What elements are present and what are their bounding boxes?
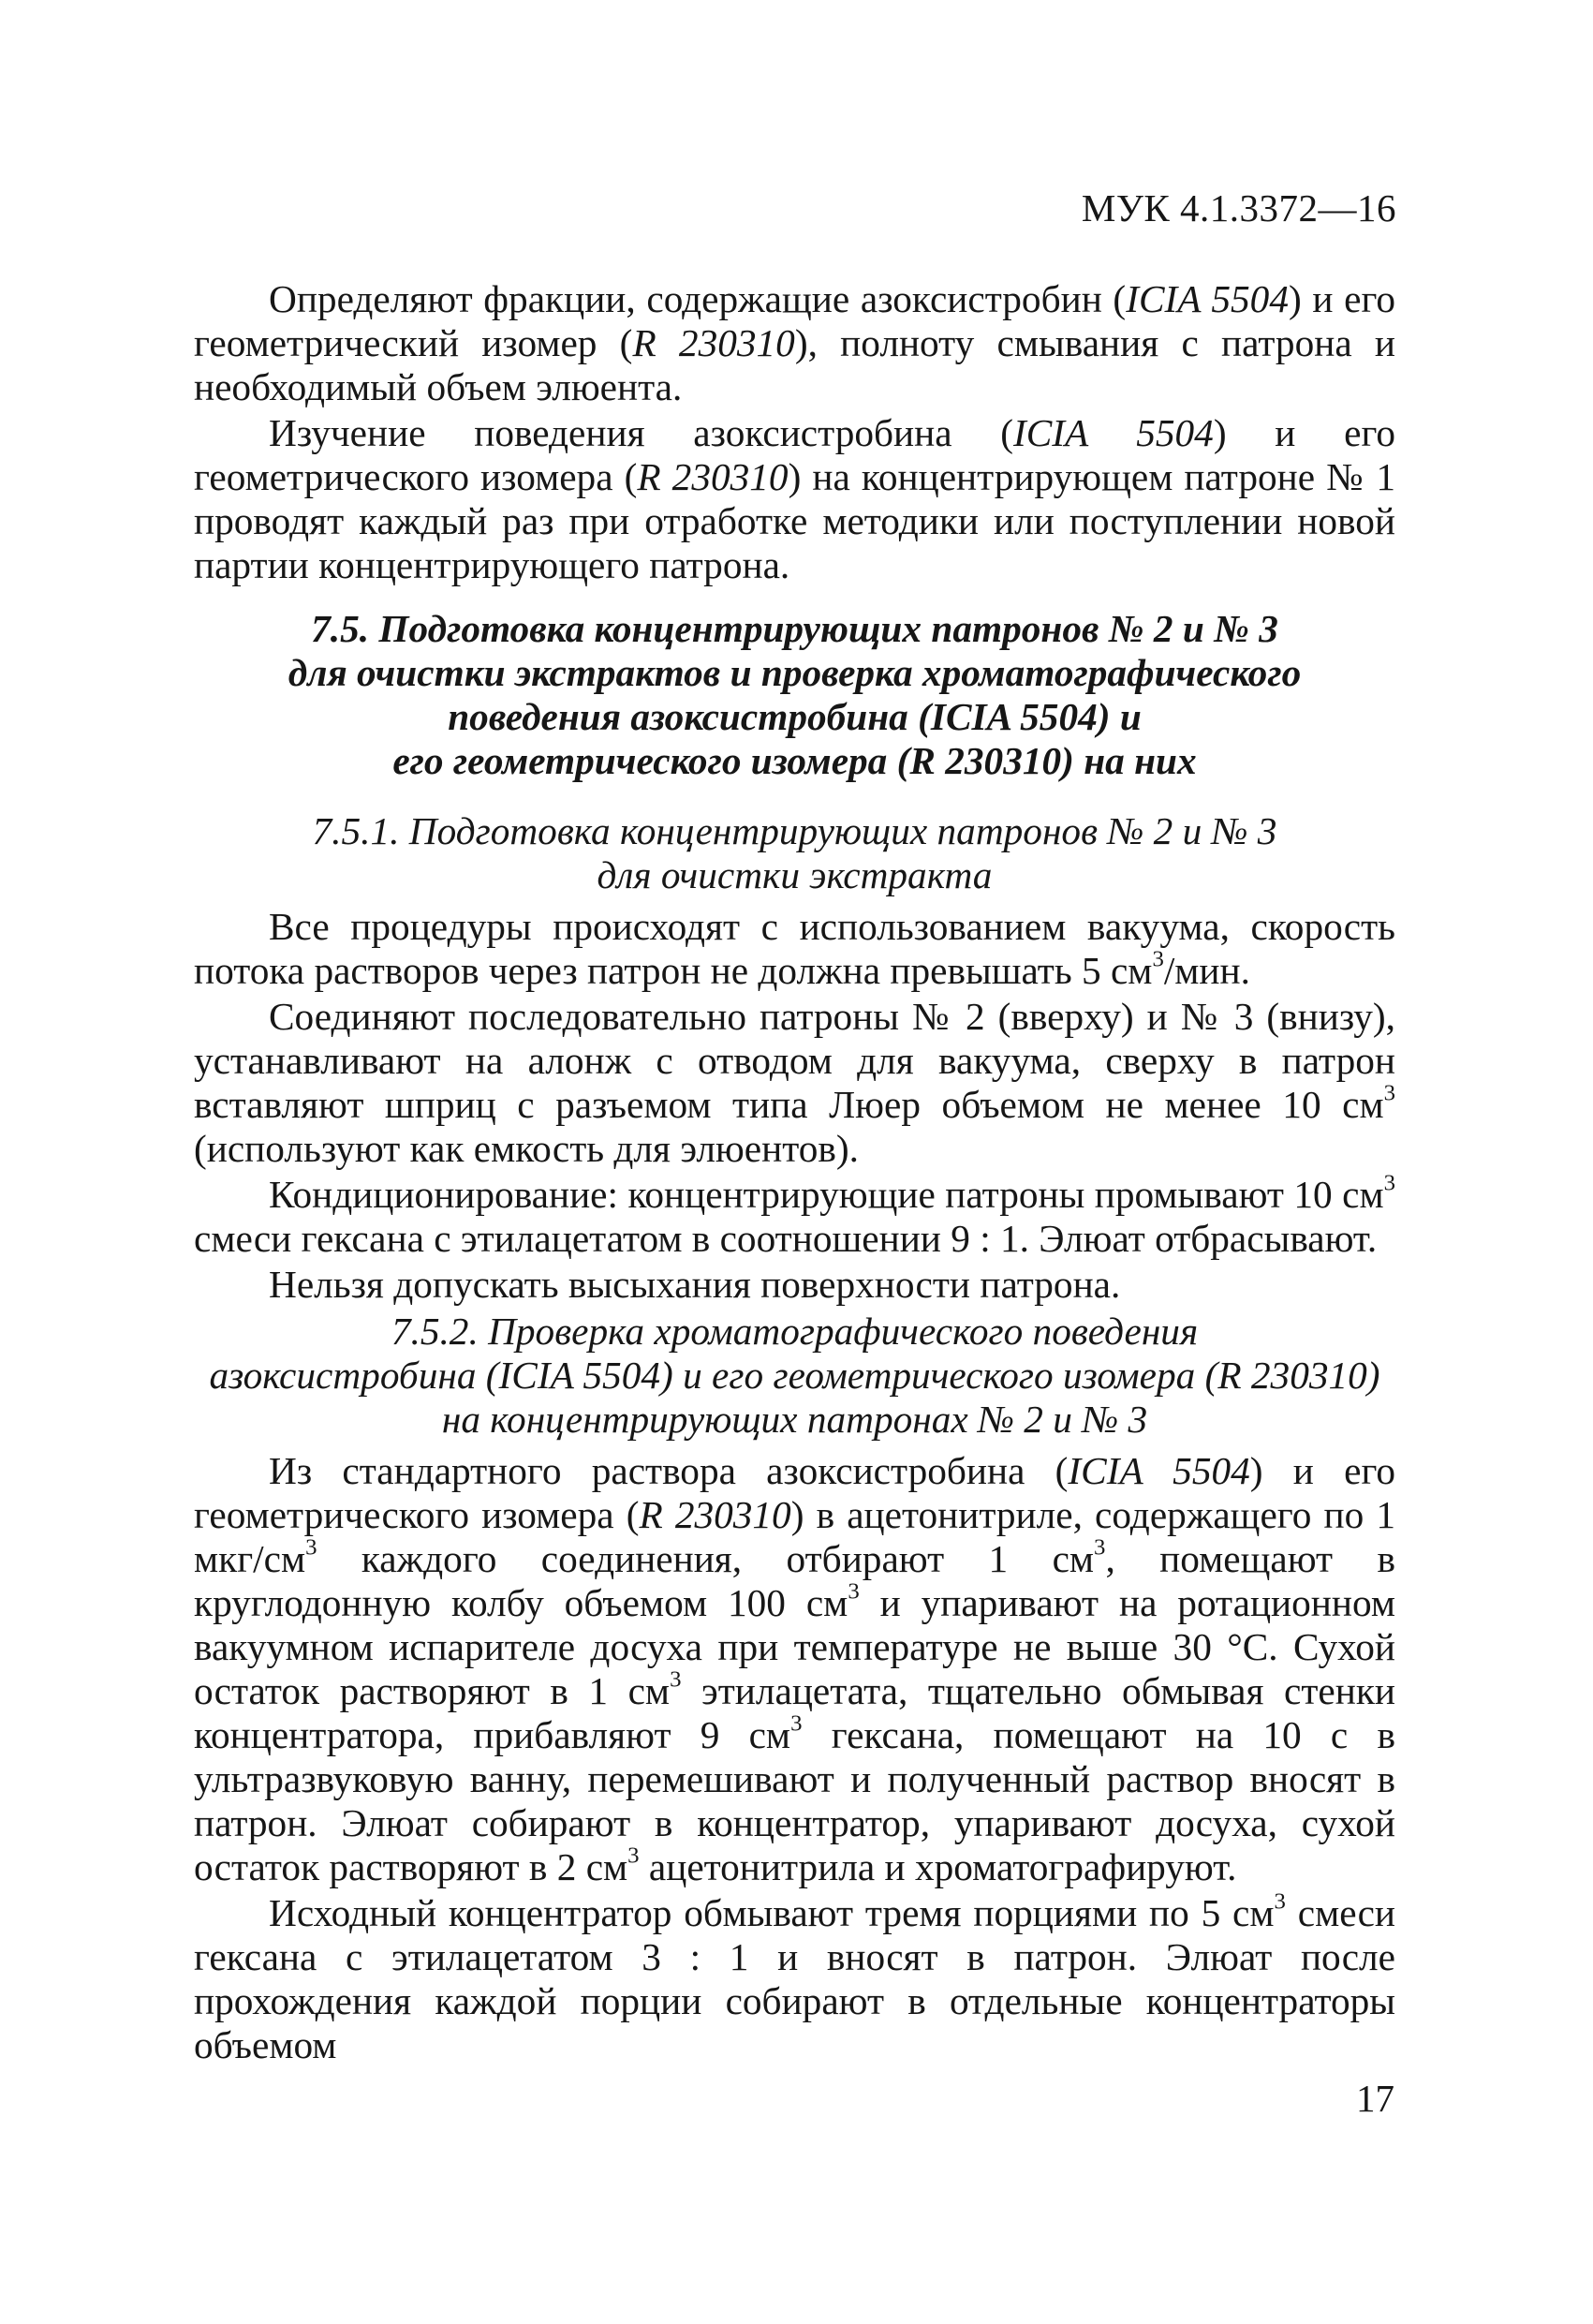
page-number: 17: [1356, 2077, 1394, 2120]
paragraph: [194, 995, 1395, 1171]
section-7-5-1-body: [194, 905, 1395, 1309]
section-7-5: [194, 607, 1395, 783]
superscript: 3: [1094, 1534, 1106, 1561]
italic-term: R 230310: [639, 1493, 791, 1536]
italic-term: ICIA 5504: [1013, 411, 1214, 454]
section-heading-line: 7.5. Подготовка концентрирующих патронов № 2 и № 3: [311, 607, 1278, 650]
text-run: и упаривают на ротационном вакуумном испарителе досуха при температуре не выше 30 °С. Сухой остаток растворяют в 1 см: [194, 1581, 1395, 1712]
text-run: ) в ацетонитриле, содержащего по 1 мкг/см: [194, 1493, 1395, 1580]
text-run: гексана, помещают на 10 с в ультразвуковую ванну, перемешивают и полученный раствор вносят в патрон. Элюат собирают в концентратор, упаривают досуха, сухой остаток растворяют в 2 см: [194, 1713, 1395, 1888]
paragraph: [194, 1263, 1395, 1307]
text-run: Из стандартного раствора азоксистробина (: [269, 1449, 1069, 1492]
section-7-5-2-body: [194, 1449, 1395, 2069]
text-run: Нельзя допускать высыхания поверхности патрона.: [269, 1263, 1121, 1306]
section-7-5-2: [194, 1310, 1395, 1442]
text-run: каждого соединения, отбирают 1 см: [317, 1537, 1095, 1580]
paragraph: [194, 277, 1395, 409]
text-run: Все процедуры происходят с использованием вакуума, скорость потока растворов через патрон не должна превышать 5 см: [194, 905, 1395, 992]
running-header: МУК 4.1.3372—16: [1081, 186, 1396, 229]
italic-term: ICIA 5504: [1068, 1449, 1250, 1492]
text-run: этилацетата, тщательно обмывая стенки концентратора, прибавляют 9 см: [194, 1669, 1395, 1756]
paragraph: [194, 905, 1395, 993]
superscript: 3: [305, 1534, 317, 1561]
text-run: Исходный концентратор обмывают тремя порциями по 5 см: [269, 1891, 1275, 1934]
superscript: 3: [1383, 1080, 1395, 1106]
text-run: /мин.: [1163, 949, 1250, 992]
subsection-heading-line: на концентрирующих патронах № 2 и № 3: [441, 1398, 1148, 1441]
subsection-heading-line: 7.5.2. Проверка хроматографического поведения: [391, 1310, 1199, 1353]
text-run: смеси гексана с этилацетатом 3 : 1 и вносят в патрон. Элюат после прохождения каждой порции собирают в отдельные концентраторы объемом: [194, 1891, 1396, 2066]
superscript: 3: [1274, 1888, 1286, 1915]
text-run: Кондиционирование: концентрирующие патроны промывают 10 см: [269, 1173, 1384, 1216]
text-run: ), полноту смывания с патрона и необходимый объем элюента.: [194, 321, 1395, 408]
text-run: ) и его геометрический изомер (: [194, 277, 1396, 364]
subsection-heading-line: 7.5.1. Подготовка концентрирующих патронов № 2 и № 3: [312, 809, 1277, 852]
text-run: Изучение поведения азоксистробина (: [269, 411, 1013, 454]
italic-term: R 230310: [637, 455, 789, 498]
subsection-heading-line: азоксистробина (ICIA 5504) и его геометрического изомера (R 230310): [209, 1354, 1380, 1397]
superscript: 3: [1152, 946, 1164, 972]
subsection-heading-line: для очистки экстракта: [597, 853, 993, 896]
section-heading-line: поведения азоксистробина (ICIA 5504) и: [448, 695, 1142, 738]
section-heading-line: его геометрического изомера (R 230310) на них: [392, 739, 1197, 782]
superscript: 3: [1383, 1170, 1395, 1196]
italic-term: ICIA 5504: [1126, 277, 1289, 320]
superscript: 3: [848, 1578, 860, 1605]
section-heading-line: для очистки экстрактов и проверка хроматографического: [288, 651, 1302, 694]
text-run: смеси гексана с этилацетатом в соотношении 9 : 1. Элюат отбрасывают.: [194, 1217, 1378, 1260]
paragraph: [194, 1170, 1395, 1261]
superscript: 3: [670, 1666, 682, 1693]
text-run: ацетонитрила и хроматографируют.: [639, 1845, 1237, 1888]
italic-term: R 230310: [632, 321, 795, 364]
paragraph: [194, 1888, 1396, 2067]
text-run: , помещают в круглодонную колбу объемом 100 см: [194, 1537, 1395, 1624]
text-run: ) и его геометрического изомера (: [194, 1449, 1396, 1536]
paragraph: [194, 1449, 1395, 1889]
text-run: ) на концентрирующем патроне № 1 проводят каждый раз при отработке методики или поступлении новой партии концентрирующего патрона.: [194, 455, 1396, 586]
text-run: Определяют фракции, содержащие азоксистробин (: [269, 277, 1127, 320]
text-run: (используют как емкость для элюентов).: [194, 1127, 859, 1170]
superscript: 3: [627, 1843, 640, 1869]
section-7-5-1: [194, 809, 1395, 897]
text-run: Соединяют последовательно патроны № 2 (вверху) и № 3 (внизу), устанавливают на алонж с отводом для вакуума, сверху в патрон вставляют шприц с разъемом типа Люер объемом не менее 10 см: [194, 995, 1395, 1126]
text-run: ) и его геометрического изомера (: [194, 411, 1396, 498]
superscript: 3: [790, 1710, 803, 1737]
intro-section: [194, 277, 1395, 589]
paragraph: [194, 411, 1395, 587]
